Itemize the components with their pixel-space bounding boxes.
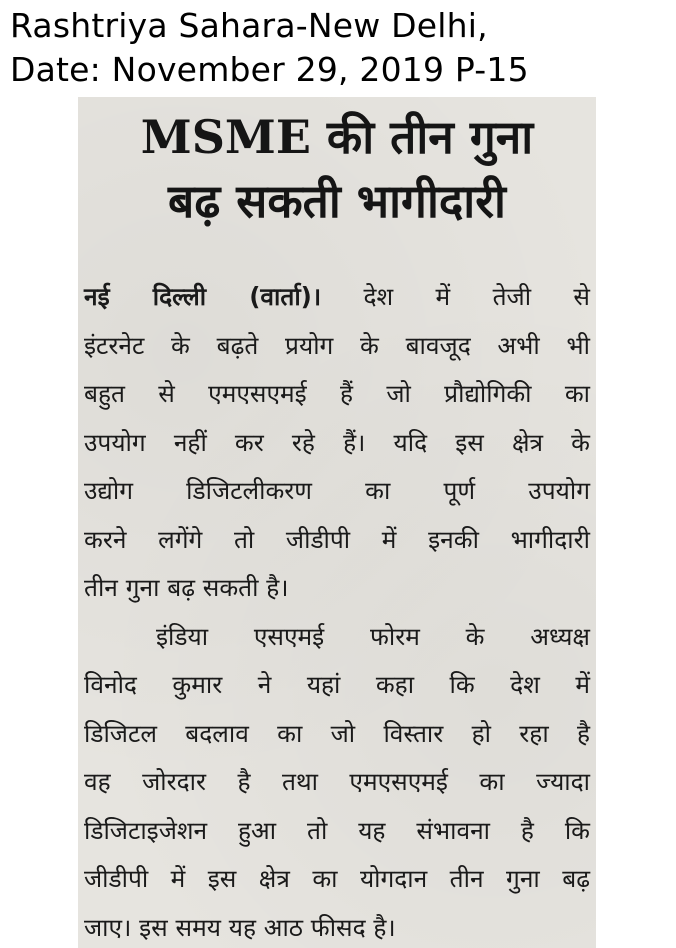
article-dateline: नई दिल्ली (वार्ता)।: [84, 282, 322, 311]
headline-line-2: बढ़ सकती भागीदारी: [168, 174, 506, 228]
source-caption: [10, 4, 674, 92]
article-body: [84, 273, 590, 948]
paragraph-2-line: वह जोरदार है तथा एमएसएमई का ज्यादा: [84, 767, 590, 796]
paragraph-1-line: करने लगेंगे तो जीडीपी में इनकी भागीदारी: [84, 524, 590, 554]
paragraph-2-line: जाए। इस समय यह आठ फीसद है।: [84, 912, 396, 942]
paragraph-2-line: डिजिटाइजेशन हुआ तो यह संभावना है कि: [84, 815, 590, 845]
source-caption-line-1: Rashtriya Sahara-New Delhi,: [10, 6, 488, 45]
newspaper-clipping: [78, 97, 596, 948]
paragraph-1-line-1: [84, 273, 590, 322]
paragraph-2-line: डिजिटल बदलाव का जो विस्तार हो रहा है: [84, 718, 590, 748]
paragraph-2-line: विनोद कुमार ने यहां कहा कि देश में: [84, 670, 590, 699]
paragraph-1-line: इंटरनेट के बढ़ते प्रयोग के बावजूद अभी भी: [84, 330, 590, 360]
paragraph-1-first-line-text: देश में तेजी से: [363, 282, 590, 311]
paragraph-1-line: उपयोग नहीं कर रहे हैं। यदि इस क्षेत्र के: [84, 427, 590, 457]
headline-line-1: MSME की तीन गुना: [140, 110, 534, 164]
paragraph-2-line: इंडिया एसएमई फोरम के अध्यक्ष: [156, 621, 590, 651]
paragraph-2-line: जीडीपी में इस क्षेत्र का योगदान तीन गुना बढ़: [84, 864, 590, 893]
paragraph-1-line: उद्योग डिजिटलीकरण का पूर्ण उपयोग: [84, 476, 590, 505]
source-caption-line-2: Date: November 29, 2019 P-15: [10, 50, 529, 89]
paragraph-1-line: तीन गुना बढ़ सकती है।: [84, 573, 289, 602]
article-headline: [78, 105, 596, 233]
paragraph-1-line: बहुत से एमएसएमई हैं जो प्रौद्योगिकी का: [84, 379, 590, 408]
